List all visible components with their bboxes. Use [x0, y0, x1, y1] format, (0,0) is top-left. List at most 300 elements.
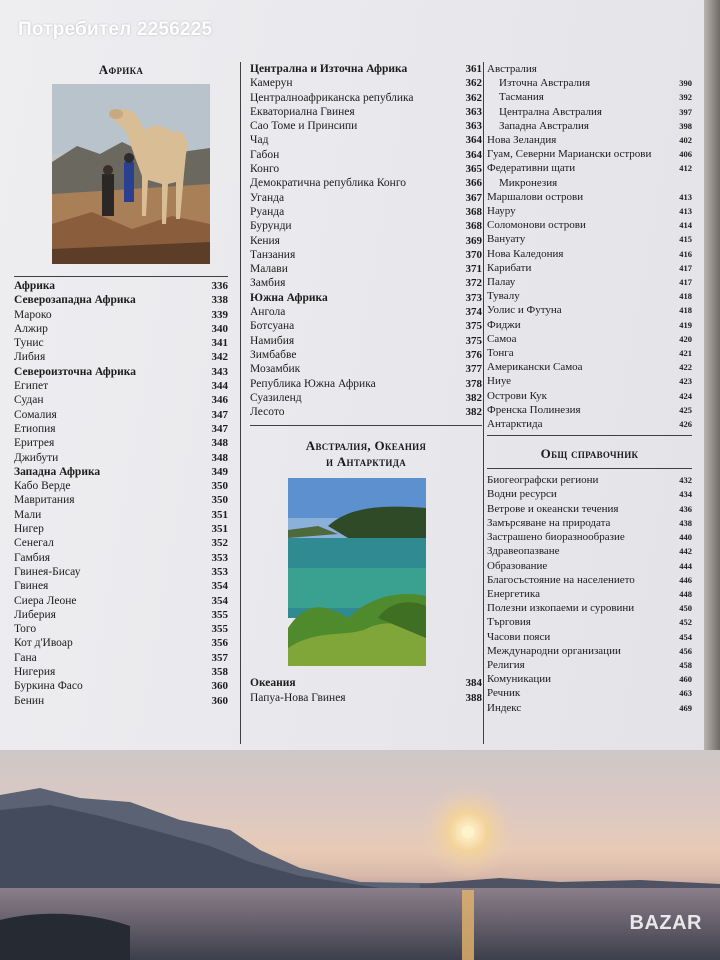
toc-entry-page: 412 [679, 163, 692, 174]
toc-entry-page: 353 [211, 565, 228, 578]
toc-entry-page: 452 [679, 617, 692, 628]
toc-entry [250, 319, 482, 333]
toc-entry-page: 442 [679, 546, 692, 557]
toc-entry-title: Образование [487, 559, 548, 572]
toc-entry-page: 368 [465, 220, 482, 233]
toc-entry [250, 391, 482, 405]
toc-entry-title: Чад [250, 134, 269, 147]
toc-entry-page: 448 [679, 588, 692, 599]
toc-entry [487, 62, 692, 76]
toc-entry-title: Етиопия [14, 422, 56, 435]
toc-entry-title: Тунис [14, 337, 44, 350]
toc-entry-title: Екваториална Гвинея [250, 105, 355, 118]
toc-entry-page: 355 [211, 623, 228, 636]
toc-entry-page: 364 [465, 134, 482, 147]
toc-entry-title: Ниуе [487, 375, 512, 388]
toc-entry-page: 352 [211, 537, 228, 550]
toc-entry-page: 363 [465, 105, 482, 118]
toc-entry [487, 473, 692, 487]
toc-entry-page: 375 [465, 334, 482, 347]
toc-entry-page: 375 [465, 320, 482, 333]
toc-entry-page: 382 [465, 391, 482, 404]
toc-entry-title: Намибия [250, 334, 295, 347]
bazar-logo: BAZAR [629, 912, 702, 934]
toc-entry-title: Мали [14, 508, 42, 521]
toc-entry-title: Кот д'Ивоар [14, 637, 73, 650]
australia-toc-list [487, 62, 692, 431]
toc-entry [487, 587, 692, 601]
toc-entry-page: 458 [679, 659, 692, 670]
central-column [250, 62, 482, 705]
toc-entry-title: Френска Полинезия [487, 403, 581, 416]
toc-entry [14, 608, 228, 622]
toc-entry [14, 365, 228, 379]
toc-entry [250, 405, 482, 419]
toc-entry-page: 339 [211, 308, 228, 321]
toc-entry-title: Американски Самоа [487, 361, 583, 374]
toc-entry-page: 343 [211, 365, 228, 378]
reference-title-rule [487, 468, 692, 469]
toc-entry [250, 148, 482, 162]
toc-entry-page: 368 [465, 205, 482, 218]
toc-entry-title: Тонга [487, 347, 514, 360]
toc-entry [14, 651, 228, 665]
toc-entry-title: Полезни изкопаеми и суровини [487, 602, 635, 615]
toc-entry-page: 420 [679, 333, 692, 344]
toc-entry-title: Палау [487, 276, 516, 289]
column-divider-1 [240, 62, 241, 744]
toc-entry-title: Ангола [250, 306, 286, 319]
toc-entry-page: 364 [465, 148, 482, 161]
toc-entry [250, 362, 482, 376]
toc-entry [14, 522, 228, 536]
toc-entry-title: Федеративни щати [487, 162, 576, 175]
toc-entry-page: 373 [465, 291, 482, 304]
toc-entry-title: Индекс [487, 701, 522, 714]
toc-entry [250, 305, 482, 319]
toc-entry [14, 551, 228, 565]
toc-entry-title: Нова Каледония [487, 247, 564, 260]
toc-entry-title: Бенин [14, 694, 45, 707]
toc-entry [14, 493, 228, 507]
toc-entry-page: 440 [679, 532, 692, 543]
oceania-divider [250, 425, 482, 426]
toc-entry [487, 105, 692, 119]
toc-entry-title: Централна и Източна Африка [250, 63, 408, 75]
toc-entry-title: Бурунди [250, 220, 292, 233]
toc-entry-page: 413 [679, 191, 692, 202]
toc-entry-title: Австралия [487, 63, 537, 75]
toc-entry [250, 234, 482, 248]
toc-entry-title: Вануату [487, 233, 526, 246]
toc-entry-page: 432 [679, 475, 692, 486]
toc-entry-title: Малави [250, 263, 288, 276]
toc-entry-title: Уганда [250, 191, 285, 204]
toc-entry [14, 451, 228, 465]
toc-entry-page: 354 [211, 580, 228, 593]
toc-entry-page: 418 [679, 291, 692, 302]
toc-entry-page: 360 [211, 680, 228, 693]
toc-entry-title: Маршалови острови [487, 190, 584, 203]
oceania-toc-list [250, 676, 482, 705]
toc-entry-title: Западна Австралия [499, 119, 589, 132]
toc-entry-page: 369 [465, 234, 482, 247]
toc-entry-page: 434 [679, 489, 692, 500]
toc-entry-page: 438 [679, 517, 692, 528]
toc-entry-title: Алжир [14, 322, 48, 335]
toc-entry-title: Сиера Леоне [14, 594, 77, 607]
toc-entry-page: 344 [211, 380, 228, 393]
toc-entry-page: 378 [465, 377, 482, 390]
toc-entry [487, 701, 692, 715]
toc-entry-title: Нова Зеландия [487, 134, 557, 147]
toc-entry-title: Демократична република Конго [250, 177, 406, 190]
toc-entry-page: 417 [679, 262, 692, 273]
toc-entry-page: 456 [679, 645, 692, 656]
toc-entry-title: Микронезия [499, 176, 558, 189]
toc-entry [14, 293, 228, 307]
toc-entry-page: 355 [211, 608, 228, 621]
toc-entry-page: 444 [679, 560, 692, 571]
toc-entry-title: Нигерия [14, 666, 56, 679]
toc-entry-title: Източна Австралия [499, 77, 591, 90]
toc-entry-title: Танзания [250, 248, 296, 261]
toc-entry-title: Еритрея [14, 437, 55, 450]
toc-entry-title: Карибати [487, 261, 532, 274]
toc-entry-title: Република Южна Африка [250, 377, 376, 390]
toc-entry-page: 413 [679, 206, 692, 217]
toc-entry-page: 388 [465, 691, 482, 704]
toc-entry-title: Ботсуана [250, 320, 295, 333]
toc-entry-page: 424 [679, 390, 692, 401]
toc-entry-title: Джибути [14, 451, 59, 464]
toc-entry [487, 573, 692, 587]
toc-entry-page: 446 [679, 574, 692, 585]
toc-entry-page: 341 [211, 337, 228, 350]
toc-entry-title: Либерия [14, 608, 56, 621]
toc-entry [487, 289, 692, 303]
toc-entry-page: 376 [465, 348, 482, 361]
camel-photo [52, 84, 210, 264]
toc-entry-page: 347 [211, 408, 228, 421]
toc-entry-page: 358 [211, 666, 228, 679]
toc-entry [487, 630, 692, 644]
toc-entry-title: Буркина Фасо [14, 680, 83, 693]
toc-entry-page: 450 [679, 603, 692, 614]
toc-entry-title: Того [14, 623, 37, 636]
toc-entry-title: Острови Кук [487, 389, 547, 402]
toc-entry [250, 377, 482, 391]
toc-entry-title: Гвинея-Бисау [14, 565, 81, 578]
toc-entry [250, 62, 482, 76]
toc-entry-page: 351 [211, 508, 228, 521]
toc-entry-title: Централна Австралия [499, 105, 602, 118]
toc-entry-page: 340 [211, 322, 228, 335]
toc-entry [14, 665, 228, 679]
toc-entry-page: 361 [465, 63, 482, 75]
toc-entry-page: 425 [679, 404, 692, 415]
toc-entry-page: 382 [465, 406, 482, 419]
toc-entry [487, 389, 692, 403]
toc-entry-page: 370 [465, 248, 482, 261]
toc-entry [14, 322, 228, 336]
toc-entry-title: Фиджи [487, 318, 521, 331]
toc-entry [487, 90, 692, 104]
toc-entry [250, 133, 482, 147]
toc-entry-page: 365 [465, 163, 482, 176]
toc-entry-page: 377 [465, 363, 482, 376]
toc-entry [487, 76, 692, 90]
toc-entry [487, 601, 692, 615]
toc-entry-title: Североизточна Африка [14, 365, 136, 378]
toc-entry [250, 105, 482, 119]
toc-entry-title: Международни организации [487, 644, 621, 657]
toc-entry [487, 133, 692, 147]
toc-entry-title: Благосъстояние на населението [487, 573, 635, 586]
toc-entry [250, 91, 482, 105]
toc-entry-page: 402 [679, 135, 692, 146]
toc-entry-title: Замърсяване на природата [487, 516, 611, 529]
toc-entry-page: 469 [679, 702, 692, 713]
toc-entry-title: Уолис и Футуна [487, 304, 562, 317]
toc-entry [250, 691, 482, 705]
toc-entry-title: Биогеографски региони [487, 474, 599, 487]
toc-entry-title: Гана [14, 651, 37, 664]
africa-section-title: Африка [98, 62, 144, 77]
toc-entry-title: Застрашено биоразнообразие [487, 531, 625, 544]
toc-entry-page: 348 [211, 451, 228, 464]
toc-entry-page: 362 [465, 91, 482, 104]
toc-entry-title: Здравеопазване [487, 545, 560, 558]
toc-entry-page: 414 [679, 220, 692, 231]
toc-entry-page: 349 [211, 465, 228, 478]
toc-entry-title: Мозамбик [250, 363, 301, 376]
toc-entry-page: 348 [211, 437, 228, 450]
toc-entry-title: Водни ресурси [487, 488, 557, 501]
toc-entry-page: 421 [679, 348, 692, 359]
toc-entry [487, 232, 692, 246]
toc-entry [487, 303, 692, 317]
toc-entry [487, 658, 692, 672]
toc-entry-page: 416 [679, 248, 692, 259]
toc-entry-page: 362 [465, 77, 482, 90]
toc-entry-title: Гамбия [14, 551, 51, 564]
toc-entry [250, 676, 482, 690]
australia-column [487, 62, 692, 715]
toc-entry-title: Соломонови острови [487, 219, 586, 232]
toc-entry [14, 679, 228, 693]
toc-entry [487, 559, 692, 573]
toc-entry [487, 672, 692, 686]
toc-entry [14, 379, 228, 393]
toc-entry [250, 162, 482, 176]
toc-entry [487, 161, 692, 175]
toc-entry-page: 351 [211, 523, 228, 536]
toc-entry [487, 516, 692, 530]
toc-entry [14, 594, 228, 608]
toc-entry-page: 415 [679, 234, 692, 245]
toc-entry [250, 348, 482, 362]
toc-entry [250, 291, 482, 305]
toc-entry-page: 397 [679, 106, 692, 117]
toc-entry-title: Замбия [250, 277, 286, 290]
toc-entry-page: 347 [211, 422, 228, 435]
toc-entry-title: Тувалу [487, 290, 520, 303]
central-africa-toc-list [250, 62, 482, 419]
toc-entry [487, 346, 692, 360]
toc-entry-title: Централноафриканска република [250, 91, 414, 104]
toc-entry [487, 332, 692, 346]
user-watermark: Потребител 2256225 [18, 19, 213, 40]
toc-entry [14, 536, 228, 550]
toc-entry [487, 247, 692, 261]
toc-entry-title: Камерун [250, 77, 293, 90]
toc-entry-page: 418 [679, 305, 692, 316]
bay-photo [288, 478, 426, 666]
toc-entry-title: Судан [14, 394, 44, 407]
oceania-section-title-line2: и Антарктида [325, 454, 406, 470]
toc-entry-title: Тасмания [499, 91, 544, 104]
toc-entry-title: Религия [487, 658, 525, 671]
toc-entry-page: 367 [465, 191, 482, 204]
toc-entry-page: 357 [211, 651, 228, 664]
toc-entry-page: 356 [211, 637, 228, 650]
toc-entry [487, 644, 692, 658]
toc-entry [487, 318, 692, 332]
toc-entry-page: 374 [465, 306, 482, 319]
toc-entry-title: Гуам, Северни Мариански острови [487, 148, 652, 161]
oceania-section-title-line1: Австралия, Океания [305, 438, 427, 454]
toc-entry-title: Руанда [250, 205, 285, 218]
toc-entry-title: Сомалия [14, 408, 57, 421]
toc-entry [487, 119, 692, 133]
toc-entry [487, 530, 692, 544]
toc-entry [487, 190, 692, 204]
toc-entry [250, 219, 482, 233]
toc-entry-title: Часови пояси [487, 630, 551, 643]
toc-entry [250, 334, 482, 348]
toc-entry [250, 191, 482, 205]
toc-entry-title: Кабо Верде [14, 480, 71, 493]
toc-entry-title: Суазиленд [250, 391, 302, 404]
toc-entry-title: Речник [487, 687, 521, 700]
toc-entry-page: 454 [679, 631, 692, 642]
toc-entry [14, 422, 228, 436]
toc-entry-page: 342 [211, 351, 228, 364]
africa-column [14, 62, 228, 708]
toc-entry [487, 544, 692, 558]
toc-entry-title: Търговия [487, 616, 531, 629]
toc-entry [250, 176, 482, 190]
toc-entry-title: Лесото [250, 406, 285, 419]
toc-entry-title: Мавритания [14, 494, 75, 507]
africa-divider [14, 276, 228, 277]
toc-entry-page: 346 [211, 394, 228, 407]
toc-entry [487, 487, 692, 501]
toc-entry [250, 76, 482, 90]
toc-entry-title: Западна Африка [14, 465, 101, 478]
toc-entry-page: 423 [679, 376, 692, 387]
reference-section-title: Общ справочник [540, 446, 639, 462]
toc-entry [487, 147, 692, 161]
toc-entry-title: Габон [250, 148, 280, 161]
toc-entry-page: 419 [679, 319, 692, 330]
toc-entry [14, 694, 228, 708]
toc-entry-title: Ветрове и океански течения [487, 502, 619, 515]
toc-entry [14, 579, 228, 593]
toc-entry [14, 350, 228, 364]
toc-entry-page: 372 [465, 277, 482, 290]
toc-entry [14, 408, 228, 422]
toc-entry [487, 275, 692, 289]
toc-entry-page: 460 [679, 674, 692, 685]
toc-entry-title: Конго [250, 163, 280, 176]
africa-toc-list [14, 279, 228, 708]
toc-entry-title: Африка [14, 280, 56, 292]
toc-entry-title: Либия [14, 351, 46, 364]
reference-toc-list [487, 473, 692, 714]
toc-entry-title: Науру [487, 205, 516, 218]
toc-entry-title: Гвинея [14, 580, 49, 593]
toc-entry [14, 336, 228, 350]
toc-entry-page: 384 [465, 677, 482, 690]
toc-entry [14, 565, 228, 579]
toc-entry [487, 204, 692, 218]
toc-entry-title: Нигер [14, 523, 44, 536]
toc-entry-title: Египет [14, 380, 49, 393]
toc-entry [250, 276, 482, 290]
toc-entry-title: Комуникации [487, 673, 552, 686]
toc-entry-title: Енергетика [487, 587, 540, 600]
toc-entry-page: 366 [465, 177, 482, 190]
toc-entry [14, 436, 228, 450]
toc-entry [487, 417, 692, 431]
toc-entry [14, 308, 228, 322]
toc-entry-page: 392 [679, 92, 692, 103]
toc-entry [487, 261, 692, 275]
toc-entry-title: Самоа [487, 332, 517, 345]
toc-entry-title: Сао Томе и Принсипи [250, 120, 358, 133]
toc-entry-title: Зимбабве [250, 348, 297, 361]
toc-entry-page: 406 [679, 149, 692, 160]
toc-entry-page: 354 [211, 594, 228, 607]
toc-entry [487, 360, 692, 374]
toc-entry [14, 508, 228, 522]
toc-entry [487, 403, 692, 417]
toc-entry-title: Сенегал [14, 537, 54, 550]
toc-entry-page: 363 [465, 120, 482, 133]
toc-entry [250, 248, 482, 262]
column-divider-2 [483, 62, 484, 744]
toc-entry-title: Антарктида [487, 418, 543, 431]
toc-entry-title: Северозападна Африка [14, 294, 136, 307]
toc-entry [14, 636, 228, 650]
toc-entry-page: 360 [211, 694, 228, 707]
toc-entry [487, 374, 692, 388]
toc-entry-page: 426 [679, 419, 692, 430]
toc-entry-page: 353 [211, 551, 228, 564]
toc-entry-page: 422 [679, 362, 692, 373]
toc-entry-page: 350 [211, 480, 228, 493]
toc-entry [487, 686, 692, 700]
toc-entry-title: Южна Африка [250, 291, 328, 304]
toc-entry [250, 205, 482, 219]
toc-entry [14, 622, 228, 636]
toc-entry [250, 262, 482, 276]
toc-entry-title: Мароко [14, 308, 52, 321]
toc-entry [487, 176, 692, 190]
toc-entry-page: 338 [211, 294, 228, 307]
